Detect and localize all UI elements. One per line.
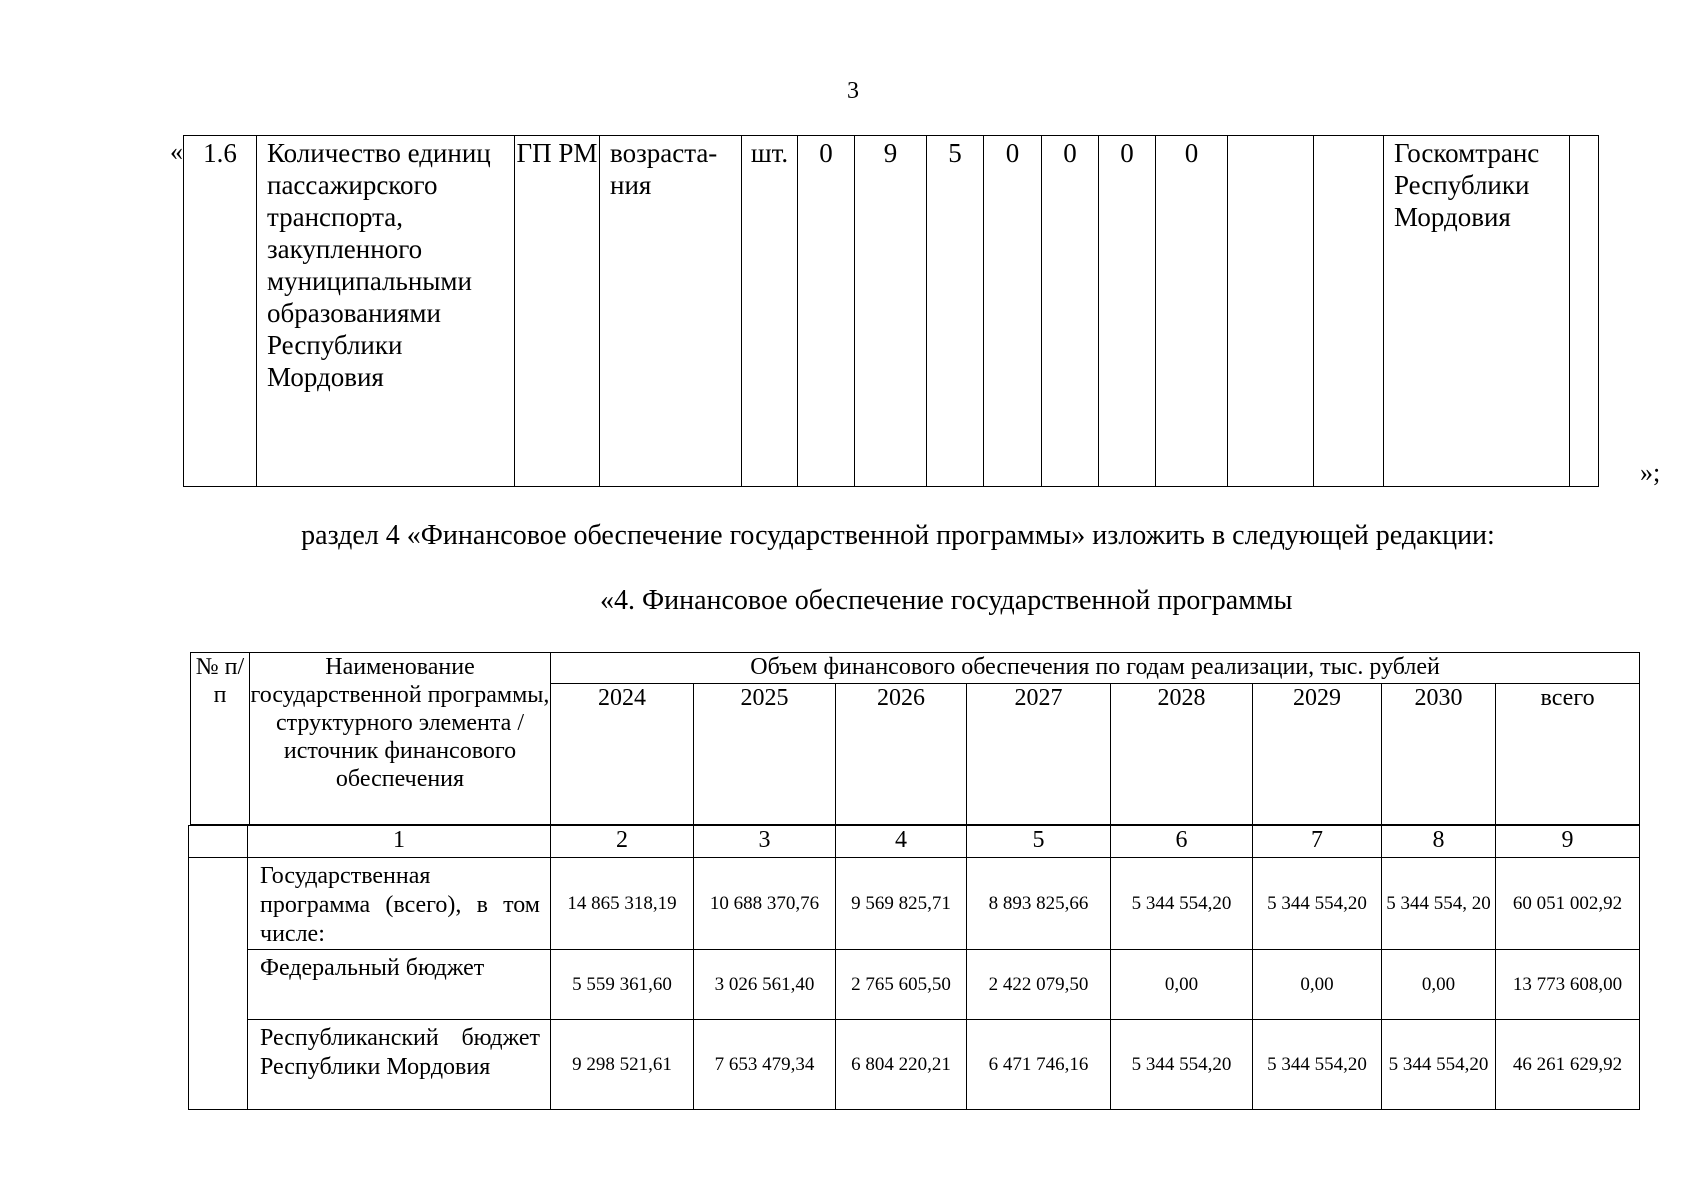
- indicator-value: 0: [1042, 136, 1099, 487]
- indicator-name: Количество единиц пассажирского транспорта, закупленного муниципальными образованиями Республики Мордовия: [257, 136, 515, 487]
- value-cell: 2 422 079,50: [967, 950, 1111, 1020]
- indicator-unit: шт.: [742, 136, 798, 487]
- value-cell: 3 026 561,40: [694, 950, 836, 1020]
- row-number-cell: [189, 858, 248, 1110]
- value-cell: 10 688 370,76: [694, 858, 836, 950]
- indicator-value: 0: [1099, 136, 1156, 487]
- header-year: 2029: [1253, 684, 1382, 825]
- page-number: 3: [847, 78, 859, 104]
- header-year: 2024: [551, 684, 694, 825]
- value-cell: 9 569 825,71: [836, 858, 967, 950]
- section-title: «4. Финансовое обеспечение государственной программы: [600, 585, 1293, 616]
- column-index: 9: [1496, 826, 1640, 858]
- column-index: [189, 826, 248, 858]
- header-year: 2030: [1382, 684, 1496, 825]
- finance-table: [188, 825, 1640, 1110]
- value-cell: 8 893 825,66: [967, 858, 1111, 950]
- header-year: 2027: [967, 684, 1111, 825]
- value-cell: 0,00: [1253, 950, 1382, 1020]
- indicator-responsible: Госкомтранс Республики Мордовия: [1384, 136, 1570, 487]
- indicator-row: [184, 136, 1599, 487]
- value-cell: 46 261 629,92: [1496, 1020, 1640, 1110]
- closing-quote: »;: [1640, 458, 1661, 487]
- column-index: 6: [1111, 826, 1253, 858]
- opening-quote: «: [170, 137, 183, 166]
- column-index-row: [189, 826, 1640, 858]
- value-cell: 5 344 554,20: [1253, 1020, 1382, 1110]
- indicator-trend: возраста-ния: [600, 136, 742, 487]
- indicator-value: 5: [927, 136, 984, 487]
- value-cell: 7 653 479,34: [694, 1020, 836, 1110]
- value-cell: 13 773 608,00: [1496, 950, 1640, 1020]
- table-row: [189, 1020, 1640, 1110]
- indicator-level: ГП РМ: [515, 136, 600, 487]
- column-index: 7: [1253, 826, 1382, 858]
- indicator-number: 1.6: [184, 136, 257, 487]
- value-cell: 5 344 554,20: [1111, 858, 1253, 950]
- value-cell: 0,00: [1382, 950, 1496, 1020]
- table-row: [189, 858, 1640, 950]
- header-volume: Объем финансового обеспечения по годам реализации, тыс. рублей: [551, 653, 1640, 684]
- row-name: Республиканский бюджет Республики Мордовия: [248, 1020, 551, 1110]
- value-cell: 9 298 521,61: [551, 1020, 694, 1110]
- value-cell: 60 051 002,92: [1496, 858, 1640, 950]
- value-cell: 5 344 554, 20: [1382, 858, 1496, 950]
- header-total: всего: [1496, 684, 1640, 825]
- column-index: 8: [1382, 826, 1496, 858]
- header-name: Наименование государственной программы, структурного элемента / источник финансового обеспечения: [250, 653, 551, 825]
- value-cell: 2 765 605,50: [836, 950, 967, 1020]
- row-name: Государственная программа (всего), в том числе:: [248, 858, 551, 950]
- table-row: [189, 950, 1640, 1020]
- value-cell: 6 471 746,16: [967, 1020, 1111, 1110]
- column-index: 5: [967, 826, 1111, 858]
- column-index: 1: [248, 826, 551, 858]
- value-cell: 6 804 220,21: [836, 1020, 967, 1110]
- indicator-empty-cell: [1314, 136, 1384, 487]
- value-cell: 5 559 361,60: [551, 950, 694, 1020]
- header-number: № п/п: [191, 653, 250, 825]
- column-index: 2: [551, 826, 694, 858]
- header-year: 2025: [694, 684, 836, 825]
- value-cell: 5 344 554,20: [1111, 1020, 1253, 1110]
- indicator-value: 0: [984, 136, 1042, 487]
- indicator-base-value: 0: [798, 136, 855, 487]
- value-cell: 5 344 554,20: [1382, 1020, 1496, 1110]
- value-cell: 0,00: [1111, 950, 1253, 1020]
- indicator-table: [183, 135, 1599, 487]
- value-cell: 5 344 554,20: [1253, 858, 1382, 950]
- indicator-value: 0: [1156, 136, 1228, 487]
- header-year: 2026: [836, 684, 967, 825]
- intro-text: раздел 4 «Финансовое обеспечение государственной программы» изложить в следующей редакции:: [301, 520, 1495, 551]
- row-name: Федеральный бюджет: [248, 950, 551, 1020]
- column-index: 4: [836, 826, 967, 858]
- indicator-empty-cell: [1570, 136, 1599, 487]
- indicator-value: 9: [855, 136, 927, 487]
- header-year: 2028: [1111, 684, 1253, 825]
- column-index: 3: [694, 826, 836, 858]
- value-cell: 14 865 318,19: [551, 858, 694, 950]
- finance-table-header: [190, 652, 1640, 825]
- indicator-empty-cell: [1228, 136, 1314, 487]
